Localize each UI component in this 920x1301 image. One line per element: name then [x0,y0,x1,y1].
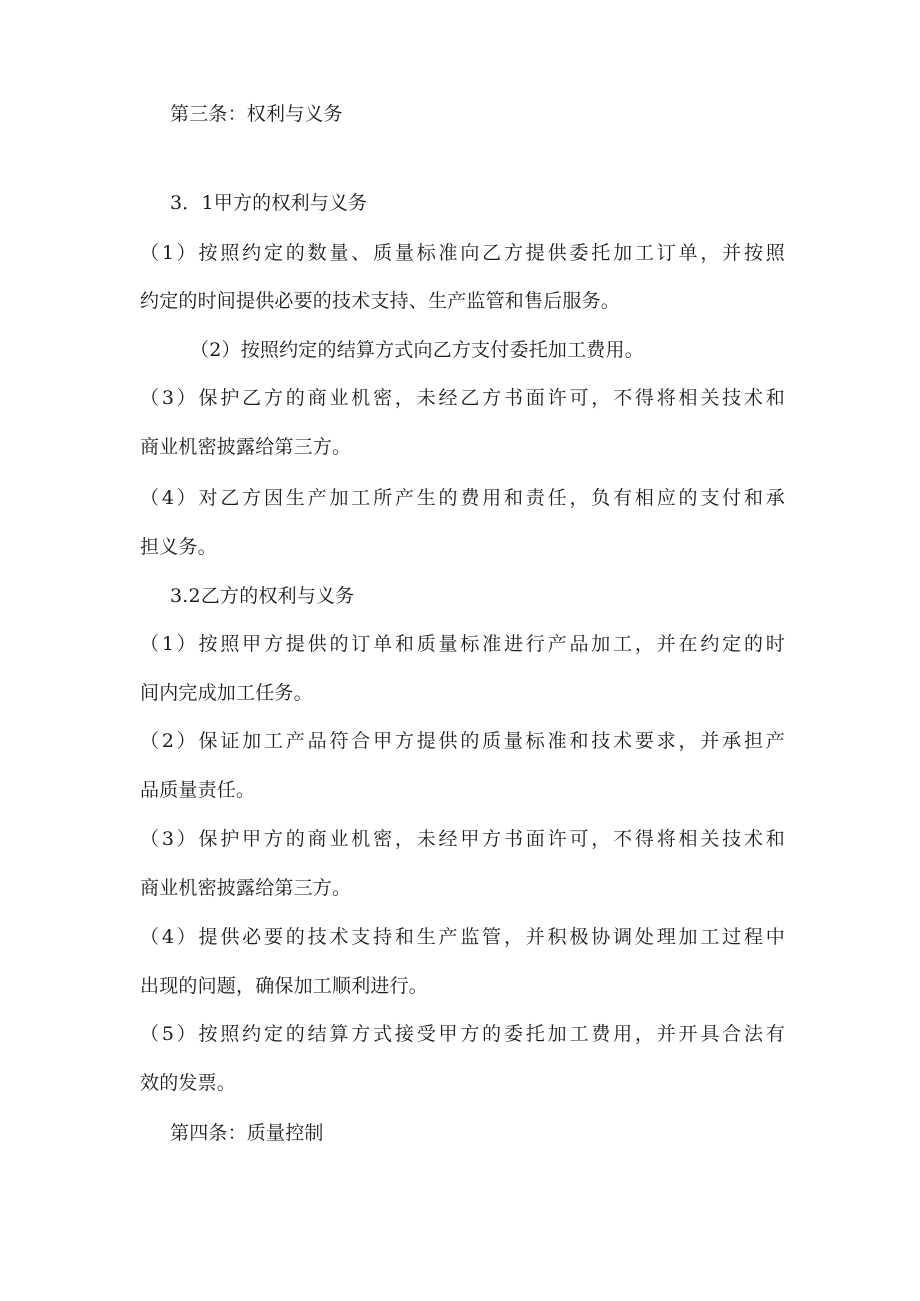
article-4-heading: 第四条：质量控制 [170,1122,324,1144]
paragraph-3-1-3-line-1: （3）保护乙方的商业机密，未经乙方书面许可，不得将相关技术和 [140,387,785,409]
paragraph-3-2-4-line-2: 出现的问题，确保加工顺利进行。 [140,975,429,997]
paragraph-3-1-4-line-1: （4）对乙方因生产加工所产生的费用和责任，负有相应的支付和承 [140,487,785,509]
paragraph-3-1-4-line-2: 担义务。 [140,536,217,558]
section-3-2-heading: 3.2乙方的权利与义务 [170,585,355,607]
article-3-heading: 第三条：权利与义务 [170,103,343,125]
paragraph-3-2-3-line-1: （3）保护甲方的商业机密，未经甲方书面许可，不得将相关技术和 [140,828,785,850]
paragraph-3-2-3-line-2: 商业机密披露给第三方。 [140,877,352,899]
paragraph-3-2-2-line-1: （2）保证加工产品符合甲方提供的质量标准和技术要求，并承担产 [140,730,785,752]
paragraph-3-1-1-line-1: （1）按照约定的数量、质量标准向乙方提供委托加工订单，并按照 [140,242,785,264]
section-3-1-heading: 3．1甲方的权利与义务 [170,192,368,214]
paragraph-3-1-1-line-2: 约定的时间提供必要的技术支持、生产监管和售后服务。 [140,290,621,312]
paragraph-3-2-2-line-2: 品质量责任。 [140,779,256,801]
paragraph-3-1-2: （2）按照约定的结算方式向乙方支付委托加工费用。 [190,339,644,361]
paragraph-3-2-4-line-1: （4）提供必要的技术支持和生产监管，并积极协调处理加工过程中 [140,926,785,948]
paragraph-3-1-3-line-2: 商业机密披露给第三方。 [140,436,352,458]
paragraph-3-2-1-line-1: （1）按照甲方提供的订单和质量标准进行产品加工，并在约定的时 [140,633,785,655]
paragraph-3-2-5-line-1: （5）按照约定的结算方式接受甲方的委托加工费用，并开具合法有 [140,1023,785,1045]
paragraph-3-2-1-line-2: 间内完成加工任务。 [140,682,313,704]
paragraph-3-2-5-line-2: 效的发票。 [140,1072,237,1094]
